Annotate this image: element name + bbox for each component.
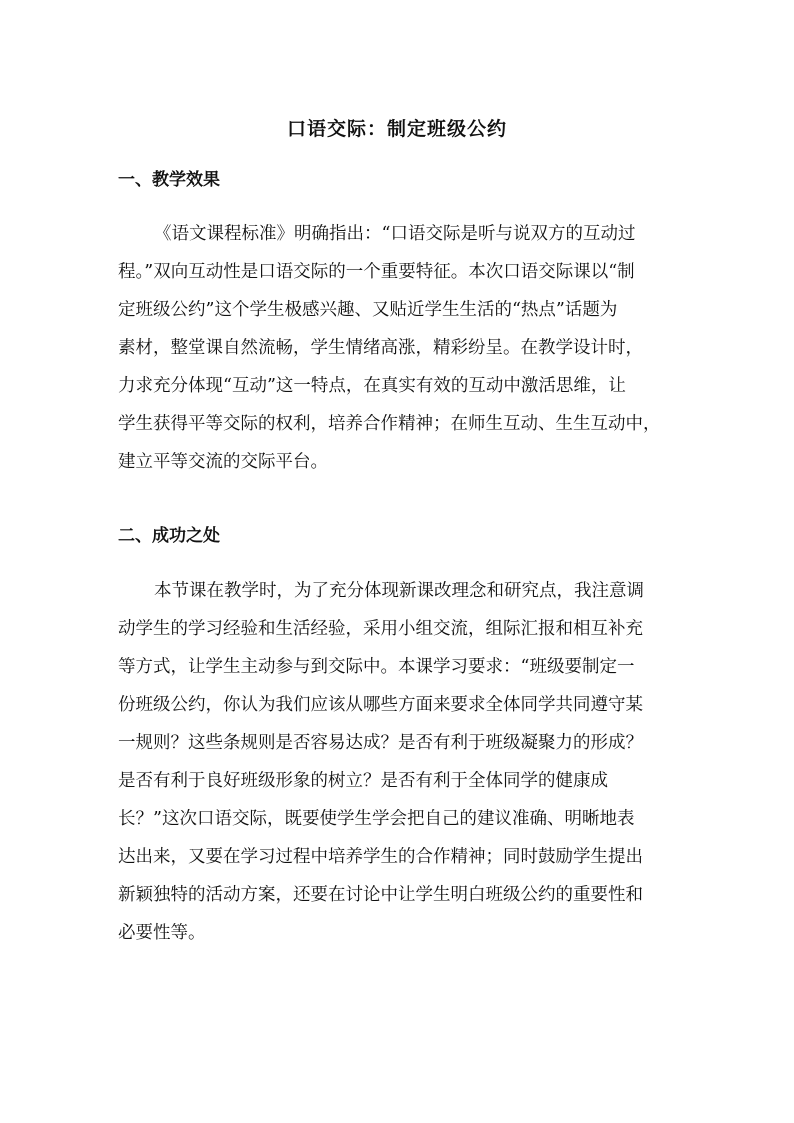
paragraph-line: 学生获得平等交际的权利，培养合作精神；在师生互动、生生互动中， <box>118 414 661 434</box>
document-title: 口语交际：制定班级公约 <box>286 118 507 140</box>
paragraph-line: 一规则？这些条规则是否容易达成？是否有利于班级凝聚力的形成？ <box>118 733 643 753</box>
paragraph-line: 新颖独特的活动方案，还要在讨论中让学生明白班级公约的重要性和 <box>118 885 643 905</box>
paragraph-line: 必要性等。 <box>118 923 206 943</box>
paragraph-line: 素材，整堂课自然流畅，学生情绪高涨，精彩纷呈。在教学设计时， <box>118 338 643 358</box>
section-heading-teaching-effect: 一、教学效果 <box>118 170 220 190</box>
paragraph-line: 定班级公约”这个学生极感兴趣、又贴近学生生活的“热点”话题为 <box>118 300 618 320</box>
paragraph-line: 动学生的学习经验和生活经验，采用小组交流，组际汇报和相互补充 <box>118 619 643 639</box>
paragraph-line: 达出来，又要在学习过程中培养学生的合作精神；同时鼓励学生提出 <box>118 847 643 867</box>
paragraph-line: 《语文课程标准》明确指出：“口语交际是听与说双方的互动过 <box>154 224 636 244</box>
paragraph-line: 是否有利于良好班级形象的树立？是否有利于全体同学的健康成 <box>118 771 608 791</box>
section-heading-successes: 二、成功之处 <box>118 526 220 546</box>
paragraph-line: 力求充分体现“互动”这一特点，在真实有效的互动中激活思维，让 <box>118 376 626 396</box>
paragraph-line: 程。”双向互动性是口语交际的一个重要特征。本次口语交际课以“制 <box>118 262 635 282</box>
paragraph-line: 份班级公约，你认为我们应该从哪些方面来要求全体同学共同遵守某 <box>118 695 643 715</box>
section-paragraph-teaching-effect <box>118 215 678 481</box>
section-paragraph-successes <box>118 572 678 952</box>
paragraph-line: 本节课在教学时，为了充分体现新课改理念和研究点，我注意调 <box>154 581 644 601</box>
paragraph-line: 长？”这次口语交际，既要使学生学会把自己的建议准确、明晰地表 <box>118 809 635 829</box>
paragraph-line: 建立平等交流的交际平台。 <box>118 452 328 472</box>
paragraph-line: 等方式，让学生主动参与到交际中。本课学习要求：“班级要制定一 <box>118 657 635 677</box>
